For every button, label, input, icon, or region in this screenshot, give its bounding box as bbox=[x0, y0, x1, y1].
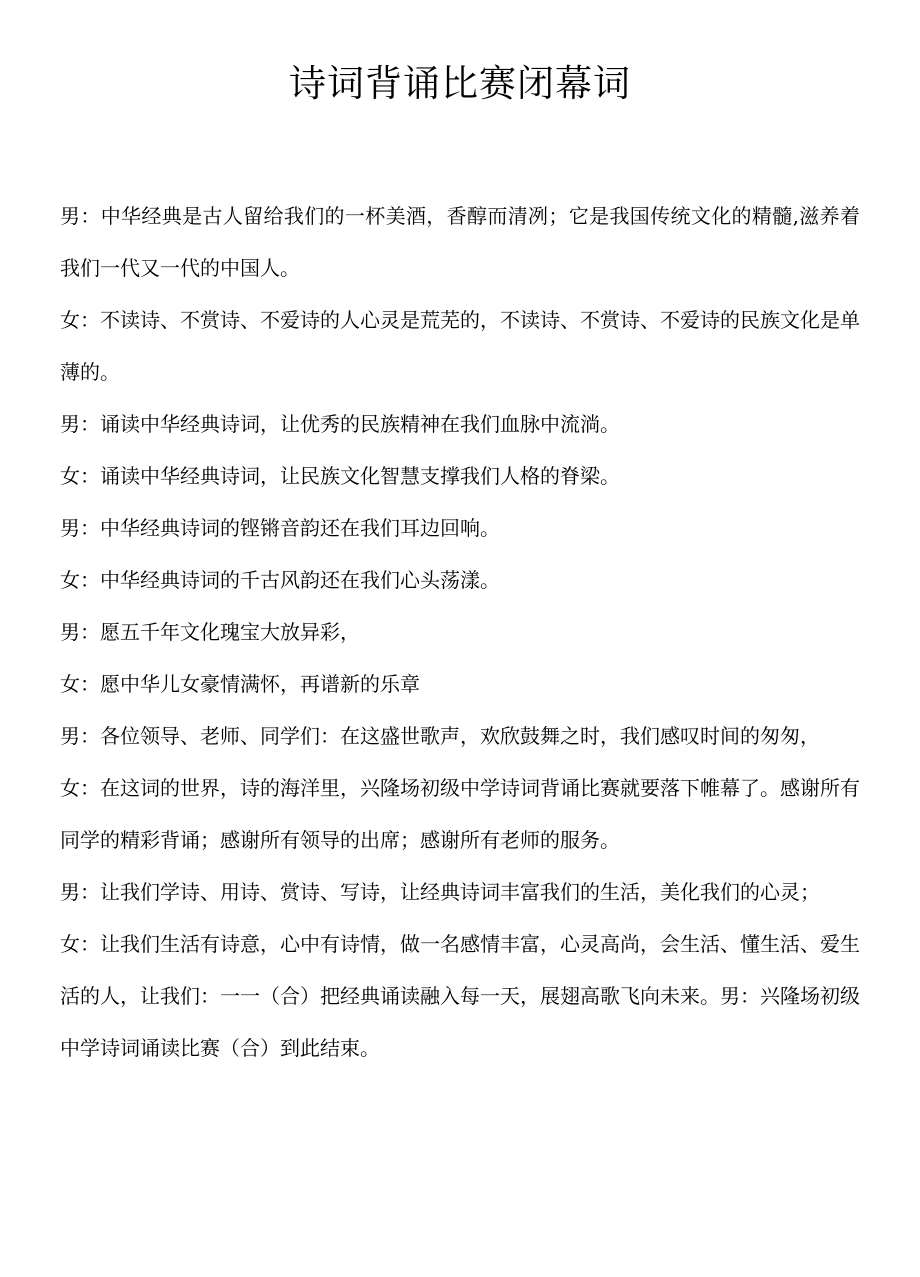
speech-paragraph-8: 女：愿中华儿女豪情满怀，再谱新的乐章 bbox=[60, 672, 420, 696]
speech-paragraph-1: 男：中华经典是古人留给我们的一杯美酒，香醇而清冽；它是我国传统文化的精髓,滋养着我们一代又一代的中国人。 bbox=[60, 204, 860, 280]
document-body bbox=[60, 190, 860, 1074]
document-title: 诗词背诵比赛闭幕词 bbox=[289, 62, 631, 105]
speech-paragraph-5: 男：中华经典诗词的铿锵音韵还在我们耳边回响。 bbox=[60, 516, 500, 540]
speech-paragraph-7: 男：愿五千年文化瑰宝大放异彩， bbox=[60, 620, 360, 644]
speech-paragraph-9: 男：各位领导、老师、同学们：在这盛世歌声，欢欣鼓舞之时，我们感叹时间的匆匆， bbox=[60, 724, 820, 748]
speech-paragraph-6: 女：中华经典诗词的千古风韵还在我们心头荡漾。 bbox=[60, 568, 500, 592]
speech-paragraph-12: 女：让我们生活有诗意，心中有诗情，做一名感情丰富，心灵高尚，会生活、懂生活、爱生活的人，让我们：一一（合）把经典诵读融入每一天，展翅高歌飞向未来。男：兴隆场初级中学诗词诵读比赛（合）到此结束。 bbox=[60, 932, 860, 1060]
speech-paragraph-2: 女：不读诗、不赏诗、不爱诗的人心灵是荒芜的，不读诗、不赏诗、不爱诗的民族文化是单薄的。 bbox=[60, 308, 860, 384]
speech-paragraph-3: 男：诵读中华经典诗词，让优秀的民族精神在我们血脉中流淌。 bbox=[60, 412, 620, 436]
speech-paragraph-10: 女：在这词的世界，诗的海洋里，兴隆场初级中学诗词背诵比赛就要落下帷幕了。感谢所有同学的精彩背诵；感谢所有领导的出席；感谢所有老师的服务。 bbox=[60, 776, 860, 852]
speech-paragraph-11: 男：让我们学诗、用诗、赏诗、写诗，让经典诗词丰富我们的生活，美化我们的心灵； bbox=[60, 880, 820, 904]
speech-paragraph-4: 女：诵读中华经典诗词，让民族文化智慧支撑我们人格的脊梁。 bbox=[60, 464, 620, 488]
